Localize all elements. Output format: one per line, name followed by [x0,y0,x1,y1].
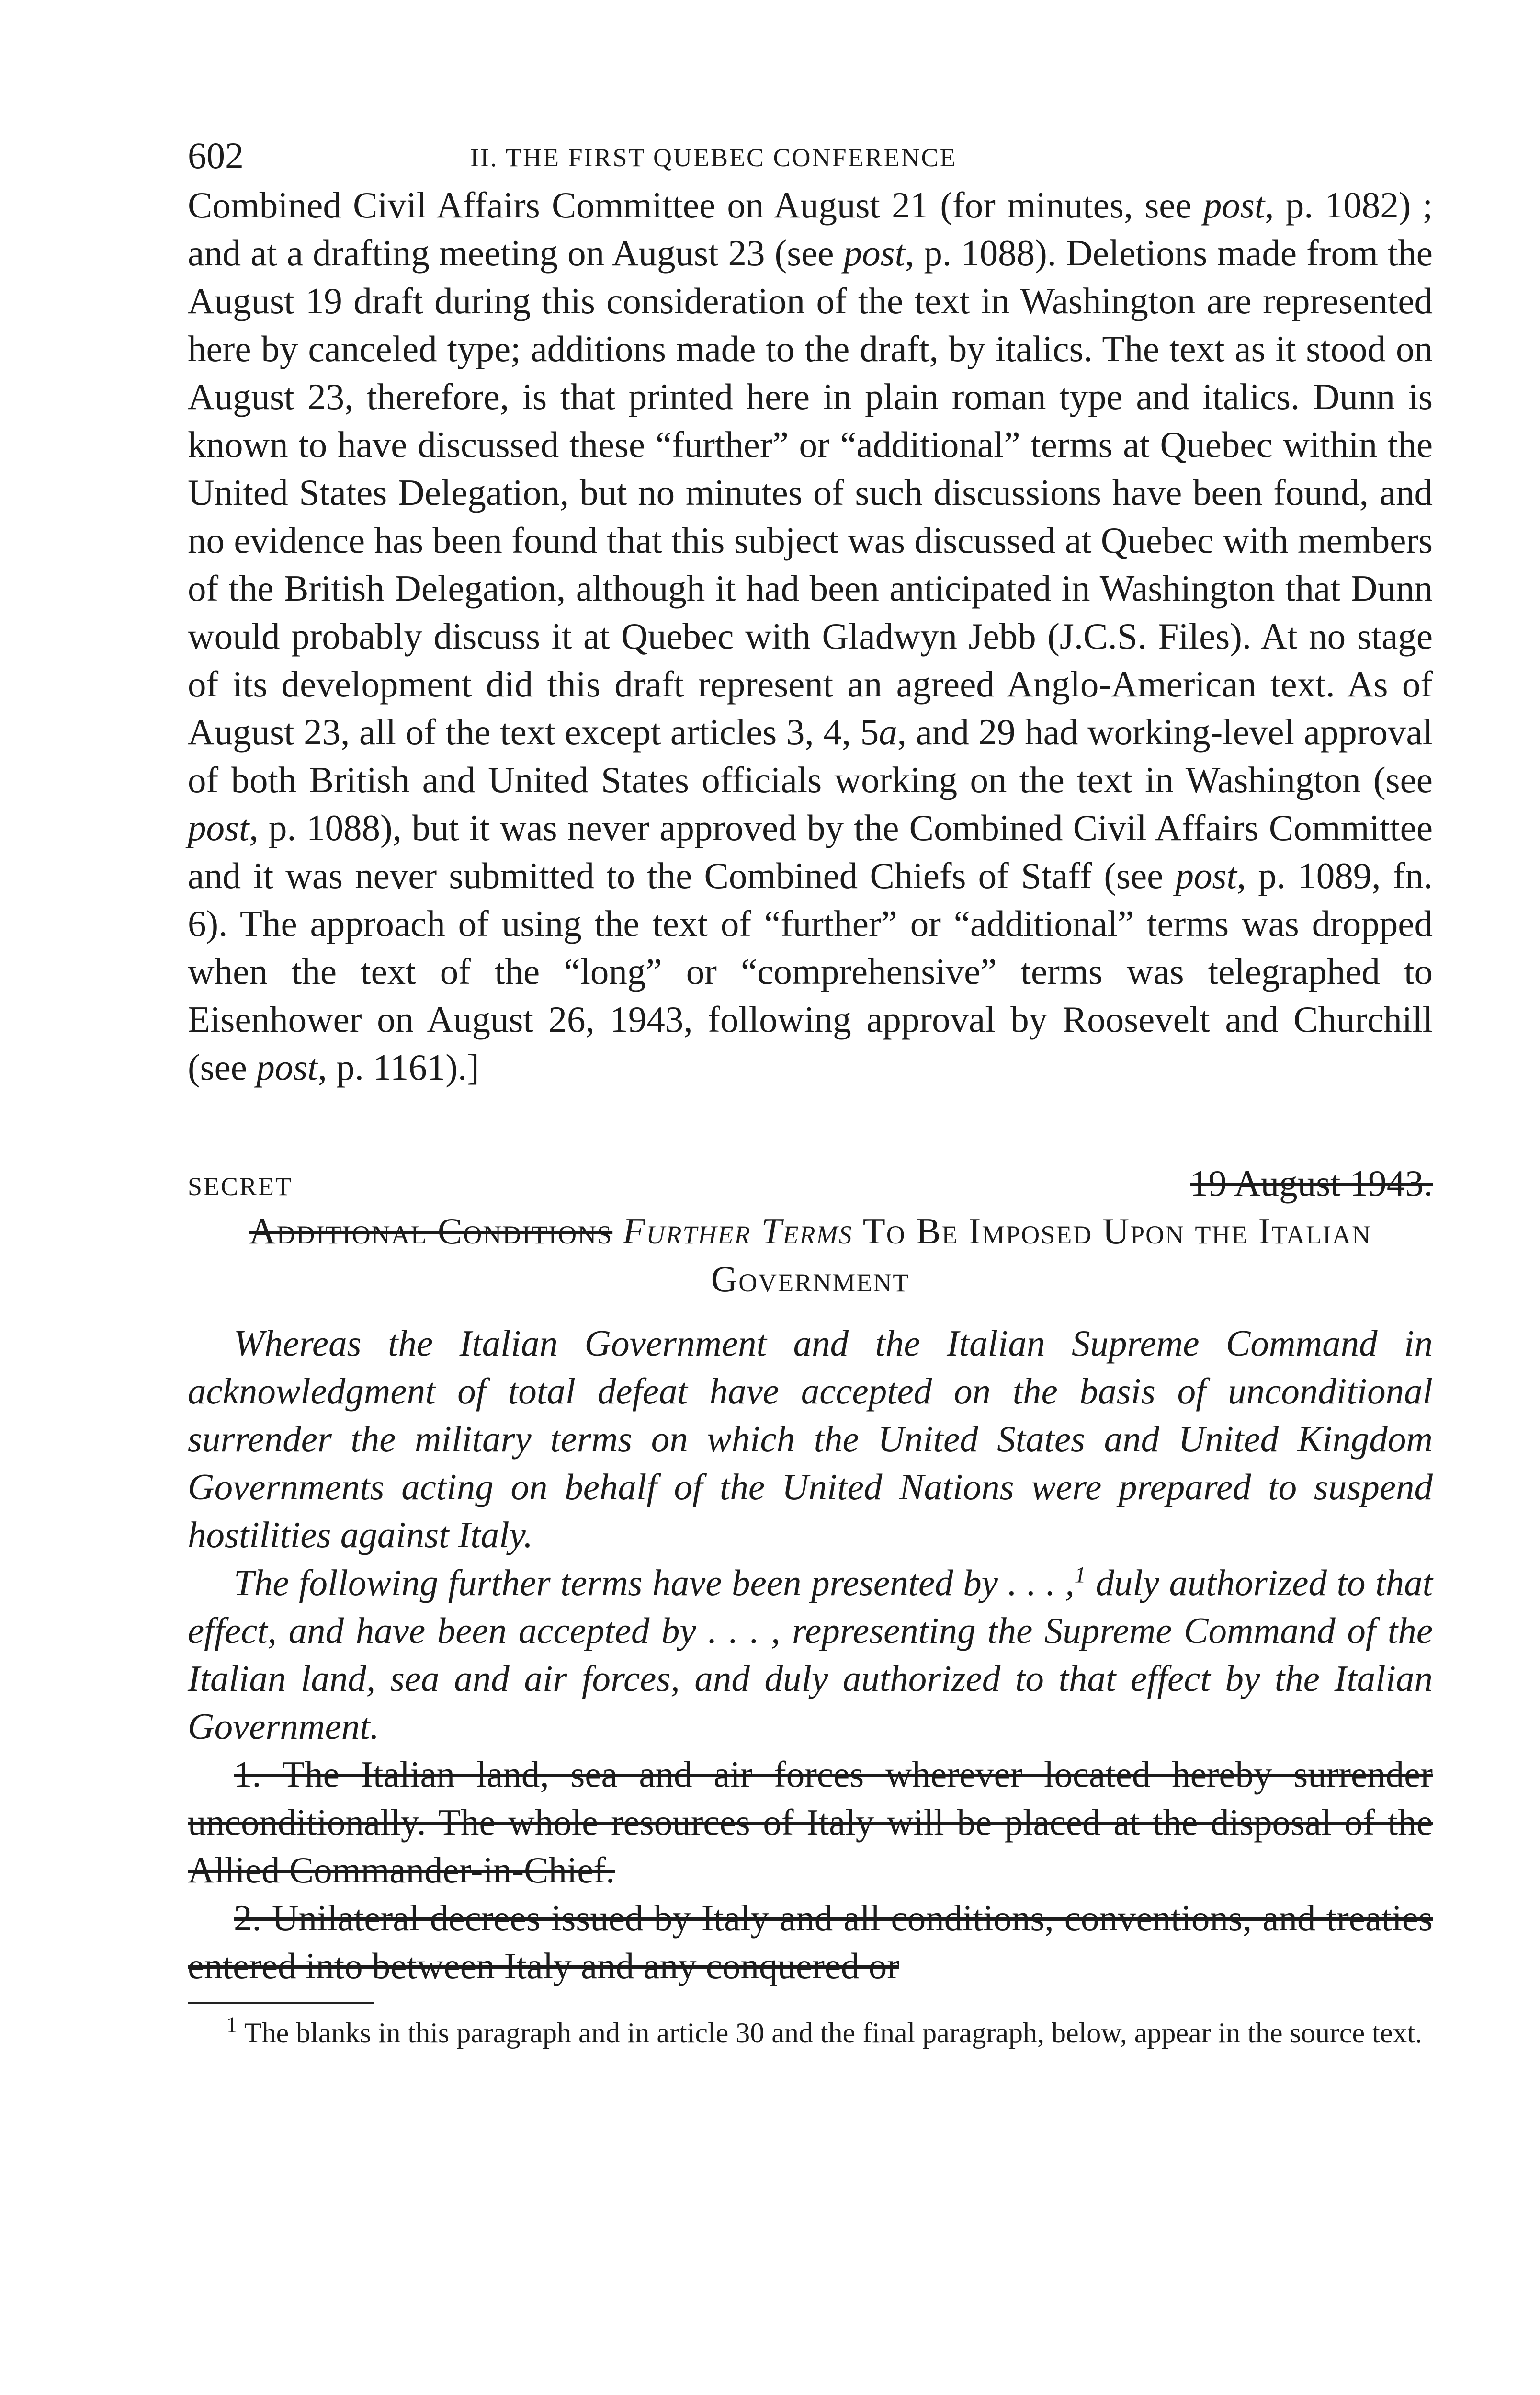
preamble-paragraph-2 [188,1559,1433,1750]
footnote-reference: 1 [1074,1562,1086,1588]
title-added: Further Terms [623,1210,853,1252]
preamble-text: duly authorized to that effect, and have been accepted by . . . , representing the Supreme Command of the Italian land, sea and air forces, and duly authorized to that effect by the Italian Government. [188,1562,1433,1747]
page-number: 602 [188,135,244,176]
intro-italic-post: post [843,232,905,274]
intro-text: , p. 1088). Deletions made from the August 19 draft during this consideration of the text in Washington are represented here by canceled type; additions made to the draft, by italics. The text as it stood on August 23, therefore, is that printed here in plain roman type and italics. Dunn is known to have discussed these “further” or “additional” terms at Quebec within the United States Delegation, but no minutes of such discussions have been found, and no evidence has been found that this subject was discussed at Quebec with members of the British Delegation, although it had been anticipated in Washington that Dunn would probably discuss it at Quebec with Gladwyn Jebb (J.C.S. Files). At no stage of its development did this draft represent an agreed Anglo-American text. As of August 23, all of the text except articles 3, 4, 5 [188,232,1433,753]
intro-italic-post: post [188,807,249,848]
intro-italic-post: post [1175,855,1237,896]
footnote-mark: 1 [226,2012,238,2038]
document-date-deleted: 19 August 1943. [1190,1163,1433,1204]
running-head: II. THE FIRST QUEBEC CONFERENCE [470,143,957,172]
footnote-rule [188,2002,374,2004]
intro-text: , p. 1088), but it was never approved by the Combined Civil Affairs Committee and it was never submitted to the Combined Chiefs of Staff (see [188,807,1433,896]
intro-text: , p. 1082) ; and at a drafting meeting on August 23 (see [188,184,1433,274]
article-1-deleted: 1. The Italian land, sea and air forces wherever located hereby surrender unconditionally. The whole resources of Italy will be placed at the disposal of the Allied Commander-in-Chief. [188,1754,1433,1891]
intro-italic-post: post [256,1047,318,1088]
intro-text: , p. 1089, fn. 6). The approach of using the text of “further” or “additional” terms was dropped when the text of the “long” or “comprehensive” terms was telegraphed to Eisenhower on August 26, 1943, following approval by Roosevelt and Churchill (see [188,855,1433,1088]
intro-text: , p. 1161).] [317,1047,479,1088]
editorial-note [188,181,1433,1091]
page-header [188,120,1433,177]
preamble-paragraph-1: Whereas the Italian Government and the Italian Supreme Command in acknowledgment of total defeat have accepted on the basis of unconditional surrender the military terms on which the United States and United Kingdom Governments acting on behalf of the United Nations were prepared to suspend hostilities against Italy. [188,1323,1433,1555]
intro-italic-post: post [1203,184,1265,226]
title-rest: To Be Imposed Upon the Italian Government [711,1210,1371,1300]
intro-text: , and 29 had working-level approval of both British and United States officials working on the text in Washington (see [188,711,1433,800]
article-2-deleted: 2. Unilateral decrees issued by Italy and all conditions, conventions, and treaties entered into between Italy and any conquered or [188,1897,1433,1986]
classification-label: SECRET [188,1172,293,1201]
classification-row [188,1159,1433,1207]
preamble-text: The following further terms have been presented by . . . , [234,1562,1075,1603]
footnote-text: The blanks in this paragraph and in article 30 and the final paragraph, below, appear in the source text. [238,2017,1423,2049]
footnote [188,2014,1433,2052]
title-deleted: Additional Conditions [249,1210,613,1252]
intro-italic-a: a [879,711,897,753]
intro-text: Combined Civil Affairs Committee on August 21 (for minutes, see [188,184,1203,226]
document-page [188,120,1433,2052]
document-title [188,1207,1433,1303]
